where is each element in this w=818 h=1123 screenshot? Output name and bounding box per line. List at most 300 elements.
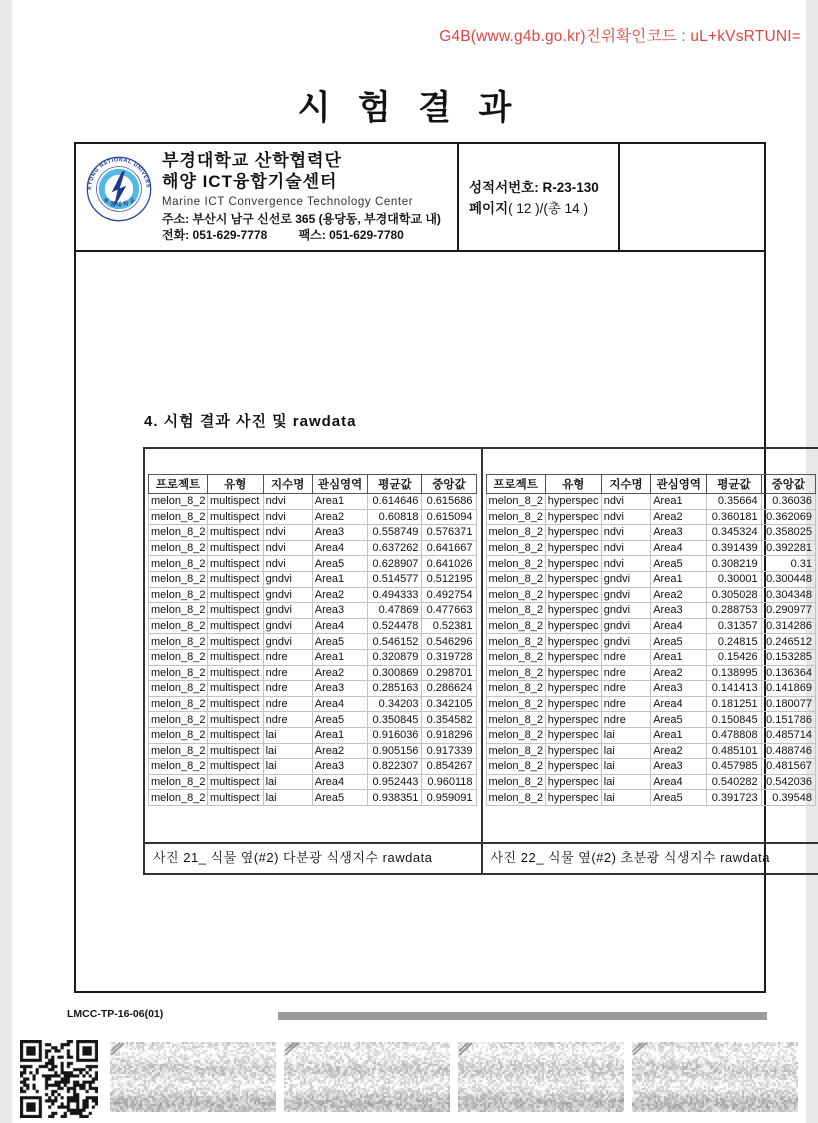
table-row bbox=[486, 571, 816, 587]
table-cell: 0.298701 bbox=[422, 665, 476, 681]
table-row bbox=[149, 649, 477, 665]
table-cell: 0.52381 bbox=[422, 618, 476, 634]
table-row bbox=[486, 525, 816, 541]
table-cell: ndvi bbox=[263, 556, 312, 572]
table-row bbox=[486, 727, 816, 743]
table-cell: hyperspec bbox=[545, 727, 601, 743]
column-header: 프로젝트 bbox=[486, 475, 545, 494]
table-cell: Area1 bbox=[651, 571, 707, 587]
table-header-row bbox=[486, 475, 816, 494]
table-cell: Area1 bbox=[651, 494, 707, 510]
page-indicator bbox=[469, 198, 618, 219]
table-cell: Area5 bbox=[312, 556, 368, 572]
table-row bbox=[486, 494, 816, 510]
table-row bbox=[149, 618, 477, 634]
table-cell: 0.614646 bbox=[368, 494, 422, 510]
table-row bbox=[486, 759, 816, 775]
multispectral-table bbox=[148, 474, 477, 806]
table-cell: 0.290977 bbox=[761, 603, 815, 619]
table-cell: gndvi bbox=[601, 571, 650, 587]
table-row bbox=[486, 712, 816, 728]
scrambled-data-strip bbox=[458, 1042, 624, 1112]
table-cell: melon_8_2 bbox=[486, 743, 545, 759]
org-phone: 전화: 051-629-7778 bbox=[162, 228, 268, 242]
table-cell: Area2 bbox=[651, 509, 707, 525]
table-cell: ndvi bbox=[601, 525, 650, 541]
page-indicator-label: 페이지 bbox=[469, 201, 509, 216]
table-cell: hyperspec bbox=[545, 790, 601, 806]
table-cell: Area2 bbox=[312, 587, 368, 603]
table-cell: 0.485101 bbox=[707, 743, 761, 759]
table-cell: Area1 bbox=[312, 571, 368, 587]
table-cell: hyperspec bbox=[545, 649, 601, 665]
table-cell: 0.392281 bbox=[761, 540, 815, 556]
table-row bbox=[486, 540, 816, 556]
table-cell: 0.481567 bbox=[761, 759, 815, 775]
table-cell: hyperspec bbox=[545, 509, 601, 525]
table-cell: Area1 bbox=[651, 727, 707, 743]
table-cell: multispect bbox=[207, 774, 263, 790]
table-cell: ndvi bbox=[601, 494, 650, 510]
table-cell: melon_8_2 bbox=[486, 525, 545, 541]
table-cell: 0.952443 bbox=[368, 774, 422, 790]
table-cell: multispect bbox=[207, 759, 263, 775]
table-cell: melon_8_2 bbox=[149, 525, 208, 541]
table-cell: melon_8_2 bbox=[149, 696, 208, 712]
table-row bbox=[149, 571, 477, 587]
table-cell: hyperspec bbox=[545, 681, 601, 697]
column-header: 프로젝트 bbox=[149, 475, 208, 494]
table-cell: Area2 bbox=[312, 509, 368, 525]
university-logo-icon bbox=[86, 156, 152, 227]
column-header: 지수명 bbox=[601, 475, 650, 494]
table-cell: 0.641026 bbox=[422, 556, 476, 572]
section-title: 4. 시험 결과 사진 및 rawdata bbox=[144, 413, 357, 430]
table-cell: 0.342105 bbox=[422, 696, 476, 712]
table-cell: 0.917339 bbox=[422, 743, 476, 759]
table-cell: 0.345324 bbox=[707, 525, 761, 541]
table-cell: hyperspec bbox=[545, 494, 601, 510]
table-cell: gndvi bbox=[263, 603, 312, 619]
table-cell: 0.300869 bbox=[368, 665, 422, 681]
table-cell: 0.540282 bbox=[707, 774, 761, 790]
table-cell: melon_8_2 bbox=[486, 696, 545, 712]
table-cell: hyperspec bbox=[545, 743, 601, 759]
table-row bbox=[149, 634, 477, 650]
table-cell: multispect bbox=[207, 649, 263, 665]
table-row bbox=[149, 727, 477, 743]
table-cell: lai bbox=[601, 790, 650, 806]
g4b-verification-text: G4B(www.g4b.go.kr)진위확인코드 : uL+kVsRTUNI= bbox=[439, 28, 801, 45]
table-cell: Area3 bbox=[651, 525, 707, 541]
header-seal-cell bbox=[620, 144, 764, 250]
column-header: 유형 bbox=[545, 475, 601, 494]
column-header: 유형 bbox=[207, 475, 263, 494]
table-cell: 0.492754 bbox=[422, 587, 476, 603]
table-cell: melon_8_2 bbox=[149, 649, 208, 665]
table-cell: melon_8_2 bbox=[486, 603, 545, 619]
table-cell: 0.494333 bbox=[368, 587, 422, 603]
table-cell: Area3 bbox=[312, 759, 368, 775]
table-cell: Area1 bbox=[312, 649, 368, 665]
table-cell: hyperspec bbox=[545, 634, 601, 650]
table-cell: hyperspec bbox=[545, 774, 601, 790]
table-cell: 0.47869 bbox=[368, 603, 422, 619]
column-header: 중앙값 bbox=[422, 475, 476, 494]
table-cell: multispect bbox=[207, 494, 263, 510]
table-cell: ndvi bbox=[263, 540, 312, 556]
table-cell: 0.314286 bbox=[761, 618, 815, 634]
org-contact bbox=[162, 227, 441, 243]
table-cell: 0.286624 bbox=[422, 681, 476, 697]
table-cell: Area5 bbox=[651, 634, 707, 650]
header-report-cell bbox=[459, 144, 620, 250]
table-cell: Area5 bbox=[312, 712, 368, 728]
table-cell: ndre bbox=[263, 681, 312, 697]
table-row bbox=[149, 525, 477, 541]
table-cell: multispect bbox=[207, 665, 263, 681]
table-row bbox=[486, 603, 816, 619]
org-address: 주소: 부산시 남구 신선로 365 (용당동, 부경대학교 내) bbox=[162, 212, 441, 226]
table-cell: 0.918296 bbox=[422, 727, 476, 743]
table-cell: lai bbox=[263, 790, 312, 806]
table-cell: Area5 bbox=[312, 790, 368, 806]
table-cell: gndvi bbox=[601, 634, 650, 650]
table-cell: lai bbox=[263, 759, 312, 775]
rawdata-box bbox=[143, 447, 818, 875]
table-cell: Area4 bbox=[312, 540, 368, 556]
column-header: 평균값 bbox=[707, 475, 761, 494]
table-cell: 0.305028 bbox=[707, 587, 761, 603]
table-cell: hyperspec bbox=[545, 759, 601, 775]
table-cell: Area3 bbox=[651, 603, 707, 619]
caption-hyperspectral: 사진 22_ 식물 옆(#2) 초분광 식생지수 rawdata bbox=[490, 850, 770, 865]
table-cell: hyperspec bbox=[545, 603, 601, 619]
table-cell: Area3 bbox=[651, 681, 707, 697]
table-cell: 0.60818 bbox=[368, 509, 422, 525]
table-row bbox=[149, 790, 477, 806]
table-cell: ndre bbox=[601, 712, 650, 728]
table-cell: 0.150845 bbox=[707, 712, 761, 728]
table-cell: melon_8_2 bbox=[149, 494, 208, 510]
table-cell: 0.354582 bbox=[422, 712, 476, 728]
scrambled-data-strip bbox=[632, 1042, 798, 1112]
table-cell: hyperspec bbox=[545, 587, 601, 603]
table-cell: Area4 bbox=[651, 618, 707, 634]
table-cell: ndre bbox=[601, 649, 650, 665]
table-cell: 0.35664 bbox=[707, 494, 761, 510]
table-cell: Area5 bbox=[651, 712, 707, 728]
table-cell: gndvi bbox=[601, 587, 650, 603]
table-cell: multispect bbox=[207, 696, 263, 712]
table-cell: hyperspec bbox=[545, 556, 601, 572]
table-row bbox=[486, 509, 816, 525]
table-cell: Area4 bbox=[651, 540, 707, 556]
table-row bbox=[149, 587, 477, 603]
table-cell: ndre bbox=[601, 696, 650, 712]
table-cell: Area4 bbox=[651, 774, 707, 790]
table-cell: multispect bbox=[207, 509, 263, 525]
table-cell: hyperspec bbox=[545, 696, 601, 712]
table-row bbox=[149, 494, 477, 510]
table-cell: melon_8_2 bbox=[486, 556, 545, 572]
logo-arc-text: KYONG NATIONAL UNIVERS bbox=[87, 157, 151, 190]
table-cell: 0.822307 bbox=[368, 759, 422, 775]
table-cell: 0.151786 bbox=[761, 712, 815, 728]
table-cell: hyperspec bbox=[545, 540, 601, 556]
table-cell: 0.288753 bbox=[707, 603, 761, 619]
table-cell: Area1 bbox=[312, 727, 368, 743]
table-cell: melon_8_2 bbox=[149, 509, 208, 525]
table-cell: gndvi bbox=[263, 634, 312, 650]
table-cell: Area2 bbox=[651, 743, 707, 759]
table-cell: melon_8_2 bbox=[149, 618, 208, 634]
table-cell: 0.478808 bbox=[707, 727, 761, 743]
table-cell: ndre bbox=[263, 712, 312, 728]
table-cell: ndvi bbox=[263, 525, 312, 541]
table-cell: melon_8_2 bbox=[486, 509, 545, 525]
table-cell: 0.488746 bbox=[761, 743, 815, 759]
org-info bbox=[162, 150, 441, 243]
table-cell: melon_8_2 bbox=[149, 743, 208, 759]
table-cell: Area3 bbox=[312, 525, 368, 541]
table-cell: 0.391723 bbox=[707, 790, 761, 806]
table-row bbox=[149, 540, 477, 556]
table-cell: lai bbox=[263, 743, 312, 759]
table-cell: ndvi bbox=[263, 509, 312, 525]
table-cell: hyperspec bbox=[545, 525, 601, 541]
table-cell: 0.514577 bbox=[368, 571, 422, 587]
table-cell: gndvi bbox=[263, 571, 312, 587]
table-cell: melon_8_2 bbox=[149, 681, 208, 697]
table-cell: Area4 bbox=[312, 618, 368, 634]
org-name-line2: 해양 ICT융합기술센터 bbox=[162, 172, 338, 191]
table-cell: 0.24815 bbox=[707, 634, 761, 650]
table-cell: melon_8_2 bbox=[149, 665, 208, 681]
table-cell: 0.141869 bbox=[761, 681, 815, 697]
table-row bbox=[149, 759, 477, 775]
table-cell: melon_8_2 bbox=[486, 727, 545, 743]
scrambled-data-strip bbox=[284, 1042, 450, 1112]
table-cell: 0.524478 bbox=[368, 618, 422, 634]
table-cell: gndvi bbox=[601, 618, 650, 634]
table-cell: melon_8_2 bbox=[149, 634, 208, 650]
caption-multispectral: 사진 21_ 식물 옆(#2) 다분광 식생지수 rawdata bbox=[145, 844, 483, 873]
table-cell: 0.300448 bbox=[761, 571, 815, 587]
table-cell: 0.153285 bbox=[761, 649, 815, 665]
column-header: 관심영역 bbox=[651, 475, 707, 494]
rawdata-panels bbox=[145, 449, 818, 842]
table-cell: gndvi bbox=[263, 587, 312, 603]
table-cell: multispect bbox=[207, 618, 263, 634]
table-cell: Area2 bbox=[312, 743, 368, 759]
table-cell: multispect bbox=[207, 603, 263, 619]
table-cell: lai bbox=[263, 727, 312, 743]
table-cell: ndvi bbox=[601, 556, 650, 572]
table-cell: 0.31 bbox=[761, 556, 815, 572]
report-number: 성적서번호: R-23-130 bbox=[469, 180, 599, 195]
document-form-code: LMCC-TP-16-06(01) bbox=[67, 1008, 164, 1020]
table-cell: melon_8_2 bbox=[486, 759, 545, 775]
table-cell: Area5 bbox=[312, 634, 368, 650]
table-row bbox=[149, 509, 477, 525]
table-row bbox=[486, 618, 816, 634]
table-cell: 0.320879 bbox=[368, 649, 422, 665]
qr-code-icon bbox=[20, 1040, 98, 1118]
table-row bbox=[149, 681, 477, 697]
table-row bbox=[149, 712, 477, 728]
table-cell: multispect bbox=[207, 681, 263, 697]
table-cell: 0.391439 bbox=[707, 540, 761, 556]
table-cell: melon_8_2 bbox=[486, 649, 545, 665]
table-cell: Area5 bbox=[651, 790, 707, 806]
table-cell: melon_8_2 bbox=[486, 712, 545, 728]
table-cell: 0.31357 bbox=[707, 618, 761, 634]
table-cell: ndvi bbox=[601, 509, 650, 525]
table-cell: hyperspec bbox=[545, 618, 601, 634]
table-cell: 0.576371 bbox=[422, 525, 476, 541]
table-cell: 0.641667 bbox=[422, 540, 476, 556]
table-cell: 0.30001 bbox=[707, 571, 761, 587]
table-cell: melon_8_2 bbox=[486, 790, 545, 806]
table-cell: Area1 bbox=[312, 494, 368, 510]
table-cell: melon_8_2 bbox=[149, 774, 208, 790]
table-row bbox=[486, 790, 816, 806]
table-cell: melon_8_2 bbox=[486, 634, 545, 650]
table-cell: multispect bbox=[207, 634, 263, 650]
table-cell: ndre bbox=[263, 649, 312, 665]
table-cell: multispect bbox=[207, 525, 263, 541]
table-cell: 0.358025 bbox=[761, 525, 815, 541]
table-cell: 0.180077 bbox=[761, 696, 815, 712]
table-row bbox=[149, 556, 477, 572]
table-cell: melon_8_2 bbox=[486, 681, 545, 697]
table-cell: Area5 bbox=[651, 556, 707, 572]
logo-bottom-text: 부 경 대 학 교 bbox=[101, 197, 137, 209]
table-row bbox=[486, 681, 816, 697]
table-cell: 0.181251 bbox=[707, 696, 761, 712]
table-row bbox=[486, 665, 816, 681]
table-cell: 0.615094 bbox=[422, 509, 476, 525]
table-cell: ndre bbox=[601, 665, 650, 681]
table-cell: 0.477663 bbox=[422, 603, 476, 619]
header-org-cell bbox=[76, 144, 459, 250]
table-cell: 0.457985 bbox=[707, 759, 761, 775]
table-cell: melon_8_2 bbox=[149, 603, 208, 619]
table-cell: multispect bbox=[207, 587, 263, 603]
table-cell: melon_8_2 bbox=[149, 540, 208, 556]
table-cell: melon_8_2 bbox=[149, 727, 208, 743]
hyperspectral-table bbox=[486, 474, 817, 806]
table-cell: 0.319728 bbox=[422, 649, 476, 665]
table-cell: ndre bbox=[263, 696, 312, 712]
table-cell: lai bbox=[601, 727, 650, 743]
table-cell: 0.637262 bbox=[368, 540, 422, 556]
table-cell: lai bbox=[601, 759, 650, 775]
table-cell: melon_8_2 bbox=[486, 540, 545, 556]
table-cell: 0.854267 bbox=[422, 759, 476, 775]
table-row bbox=[149, 774, 477, 790]
table-cell: hyperspec bbox=[545, 712, 601, 728]
table-cell: 0.938351 bbox=[368, 790, 422, 806]
table-cell: gndvi bbox=[601, 603, 650, 619]
table-cell: 0.628907 bbox=[368, 556, 422, 572]
table-row bbox=[149, 603, 477, 619]
table-cell: ndvi bbox=[601, 540, 650, 556]
table-cell: 0.916036 bbox=[368, 727, 422, 743]
table-cell: melon_8_2 bbox=[486, 618, 545, 634]
table-cell: Area4 bbox=[312, 774, 368, 790]
table-cell: melon_8_2 bbox=[149, 759, 208, 775]
table-cell: 0.350845 bbox=[368, 712, 422, 728]
table-cell: 0.960118 bbox=[422, 774, 476, 790]
table-row bbox=[149, 696, 477, 712]
table-cell: 0.308219 bbox=[707, 556, 761, 572]
table-cell: Area4 bbox=[312, 696, 368, 712]
table-row bbox=[486, 774, 816, 790]
column-header: 지수명 bbox=[263, 475, 312, 494]
column-header: 평균값 bbox=[368, 475, 422, 494]
table-cell: multispect bbox=[207, 571, 263, 587]
table-cell: melon_8_2 bbox=[486, 587, 545, 603]
org-fax: 팩스: 051-629-7780 bbox=[298, 228, 404, 242]
table-cell: melon_8_2 bbox=[149, 587, 208, 603]
table-cell: 0.558749 bbox=[368, 525, 422, 541]
table-cell: melon_8_2 bbox=[486, 774, 545, 790]
table-row bbox=[149, 743, 477, 759]
caption-row bbox=[145, 842, 818, 873]
panel-hyperspectral bbox=[483, 449, 818, 842]
table-cell: melon_8_2 bbox=[149, 571, 208, 587]
table-cell: 0.485714 bbox=[761, 727, 815, 743]
table-cell: Area2 bbox=[651, 587, 707, 603]
column-header: 중앙값 bbox=[761, 475, 815, 494]
table-cell: hyperspec bbox=[545, 665, 601, 681]
table-cell: multispect bbox=[207, 743, 263, 759]
table-cell: 0.542036 bbox=[761, 774, 815, 790]
table-cell: multispect bbox=[207, 712, 263, 728]
table-cell: multispect bbox=[207, 556, 263, 572]
page-indicator-value: ( 12 )/(총 14 ) bbox=[508, 201, 588, 216]
table-cell: ndre bbox=[601, 681, 650, 697]
footer-divider-bar bbox=[278, 1012, 767, 1020]
table-cell: hyperspec bbox=[545, 571, 601, 587]
table-cell: lai bbox=[601, 743, 650, 759]
table-cell: 0.138995 bbox=[707, 665, 761, 681]
table-cell: melon_8_2 bbox=[149, 556, 208, 572]
table-cell: 0.360181 bbox=[707, 509, 761, 525]
table-row bbox=[486, 696, 816, 712]
table-cell: 0.546152 bbox=[368, 634, 422, 650]
table-cell: Area2 bbox=[651, 665, 707, 681]
table-cell: lai bbox=[263, 774, 312, 790]
report-header bbox=[76, 144, 764, 252]
table-cell: melon_8_2 bbox=[149, 712, 208, 728]
table-cell: 0.285163 bbox=[368, 681, 422, 697]
table-cell: multispect bbox=[207, 727, 263, 743]
table-cell: lai bbox=[601, 774, 650, 790]
table-cell: 0.136364 bbox=[761, 665, 815, 681]
report-frame bbox=[74, 142, 812, 993]
table-cell: 0.905156 bbox=[368, 743, 422, 759]
panel-multispectral bbox=[145, 449, 483, 842]
table-cell: 0.959091 bbox=[422, 790, 476, 806]
table-cell: 0.39548 bbox=[761, 790, 815, 806]
scrambled-data-strip bbox=[110, 1042, 276, 1112]
table-cell: 0.362069 bbox=[761, 509, 815, 525]
table-cell: melon_8_2 bbox=[486, 571, 545, 587]
table-row bbox=[486, 743, 816, 759]
